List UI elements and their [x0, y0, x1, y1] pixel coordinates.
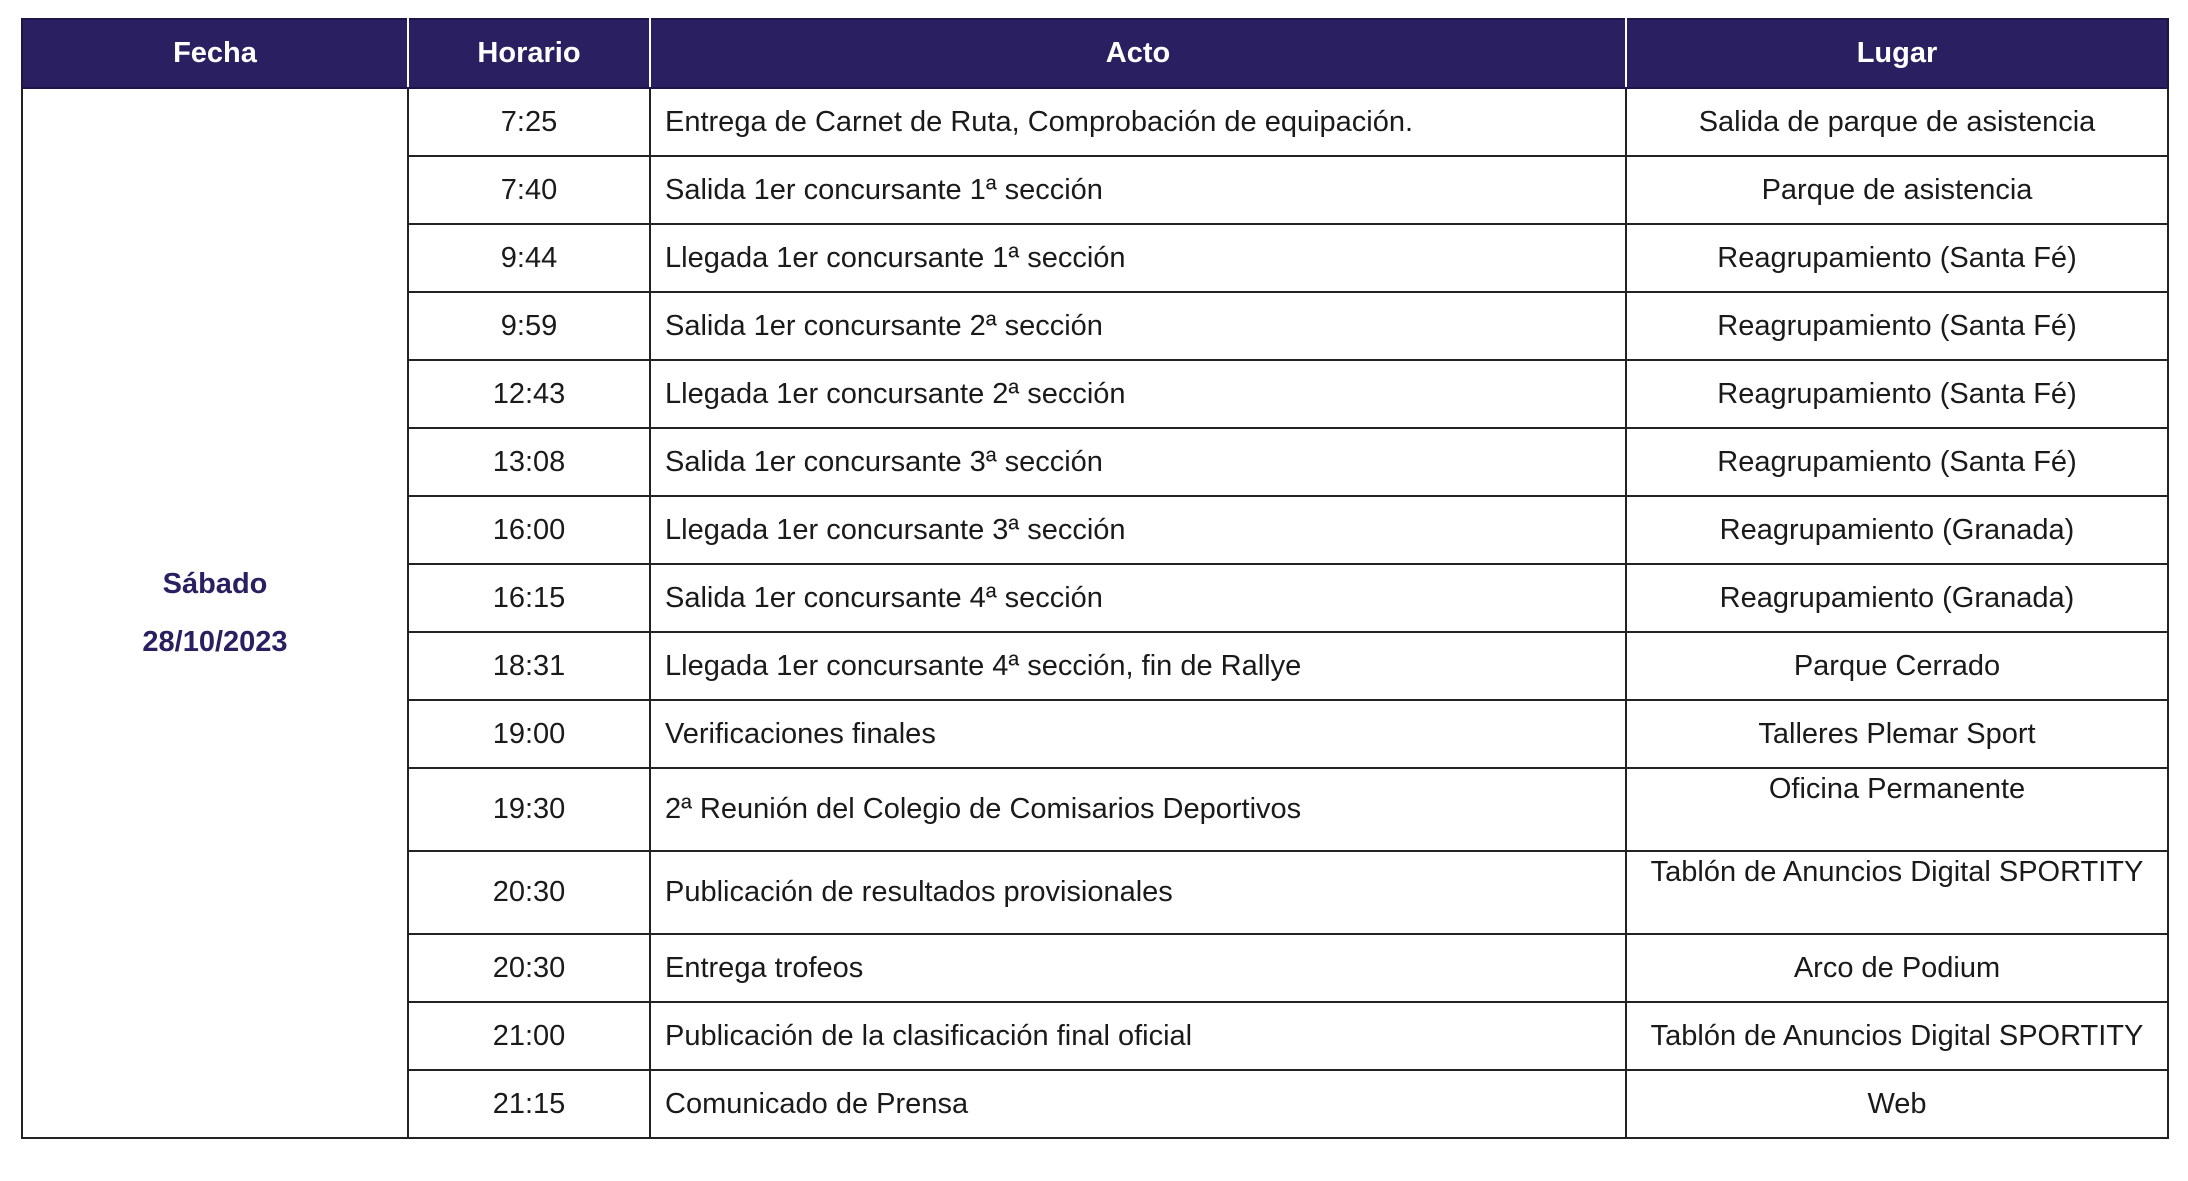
lugar-cell: Reagrupamiento (Santa Fé): [1626, 428, 2168, 496]
horario-cell: 9:44: [408, 224, 650, 292]
acto-cell: Llegada 1er concursante 1ª sección: [650, 224, 1626, 292]
horario-cell: 16:00: [408, 496, 650, 564]
acto-cell: Publicación de la clasificación final oficial: [650, 1002, 1626, 1070]
horario-cell: 19:30: [408, 768, 650, 851]
acto-cell: Llegada 1er concursante 3ª sección: [650, 496, 1626, 564]
acto-cell: Llegada 1er concursante 4ª sección, fin de Rallye: [650, 632, 1626, 700]
date-day: Sábado: [162, 568, 268, 600]
acto-cell: Salida 1er concursante 4ª sección: [650, 564, 1626, 632]
acto-cell: Publicación de resultados provisionales: [650, 851, 1626, 934]
lugar-cell: Reagrupamiento (Santa Fé): [1626, 224, 2168, 292]
lugar-cell: Parque de asistencia: [1626, 156, 2168, 224]
header-fecha: Fecha: [22, 19, 408, 88]
acto-cell: Entrega trofeos: [650, 934, 1626, 1002]
header-acto: Acto: [650, 19, 1626, 88]
horario-cell: 9:59: [408, 292, 650, 360]
acto-cell: Salida 1er concursante 2ª sección: [650, 292, 1626, 360]
horario-cell: 12:43: [408, 360, 650, 428]
table-row: [22, 88, 2168, 156]
acto-cell: Verificaciones finales: [650, 700, 1626, 768]
table-body: [22, 88, 2168, 1138]
schedule-table: [21, 18, 2169, 1139]
horario-cell: 19:00: [408, 700, 650, 768]
lugar-cell: Reagrupamiento (Granada): [1626, 564, 2168, 632]
date-value: 28/10/2023: [142, 626, 288, 658]
horario-cell: 20:30: [408, 851, 650, 934]
acto-cell: Salida 1er concursante 3ª sección: [650, 428, 1626, 496]
header-horario: Horario: [408, 19, 650, 88]
lugar-cell: Salida de parque de asistencia: [1626, 88, 2168, 156]
acto-cell: 2ª Reunión del Colegio de Comisarios Deportivos: [650, 768, 1626, 851]
header-row: [22, 19, 2168, 88]
horario-cell: 20:30: [408, 934, 650, 1002]
lugar-cell: Arco de Podium: [1626, 934, 2168, 1002]
horario-cell: 21:00: [408, 1002, 650, 1070]
horario-cell: 21:15: [408, 1070, 650, 1138]
acto-cell: Entrega de Carnet de Ruta, Comprobación de equipación.: [650, 88, 1626, 156]
lugar-cell: Tablón de Anuncios Digital SPORTITY: [1626, 851, 2168, 934]
lugar-cell: Reagrupamiento (Granada): [1626, 496, 2168, 564]
horario-cell: 7:25: [408, 88, 650, 156]
horario-cell: 18:31: [408, 632, 650, 700]
horario-cell: 13:08: [408, 428, 650, 496]
lugar-cell: Tablón de Anuncios Digital SPORTITY: [1626, 1002, 2168, 1070]
lugar-cell: Reagrupamiento (Santa Fé): [1626, 292, 2168, 360]
lugar-cell: Talleres Plemar Sport: [1626, 700, 2168, 768]
lugar-cell: Parque Cerrado: [1626, 632, 2168, 700]
acto-cell: Comunicado de Prensa: [650, 1070, 1626, 1138]
table-header: [22, 19, 2168, 88]
date-cell: [22, 88, 408, 1138]
header-lugar: Lugar: [1626, 19, 2168, 88]
lugar-cell: Web: [1626, 1070, 2168, 1138]
acto-cell: Llegada 1er concursante 2ª sección: [650, 360, 1626, 428]
horario-cell: 7:40: [408, 156, 650, 224]
acto-cell: Salida 1er concursante 1ª sección: [650, 156, 1626, 224]
schedule-table-wrapper: [21, 18, 2167, 1139]
lugar-cell: Oficina Permanente: [1626, 768, 2168, 851]
lugar-cell: Reagrupamiento (Santa Fé): [1626, 360, 2168, 428]
horario-cell: 16:15: [408, 564, 650, 632]
